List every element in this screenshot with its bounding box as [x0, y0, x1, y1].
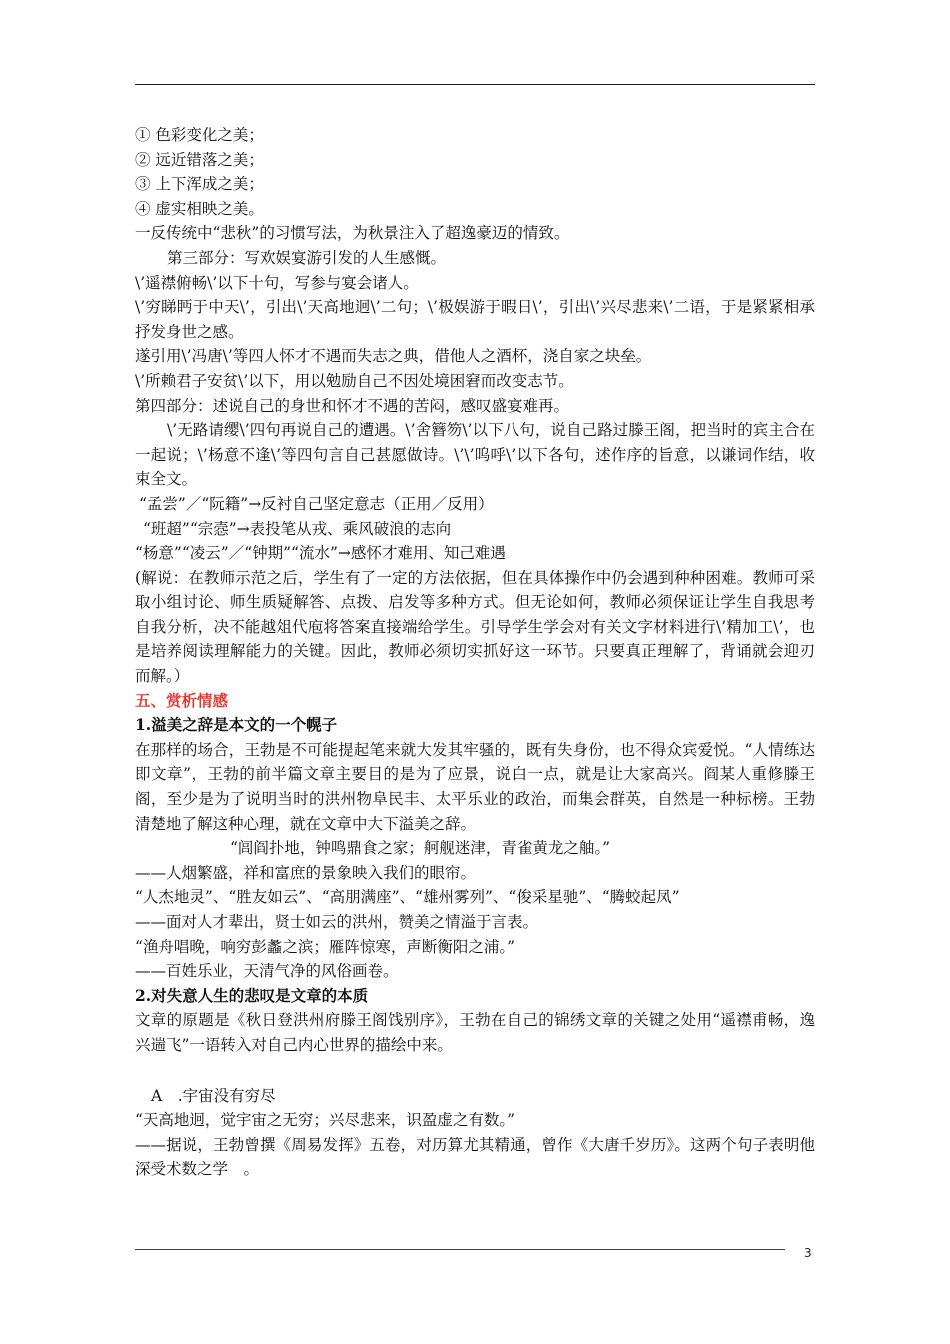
paragraph: \’所赖君子安贫\’以下，用以勉励自己不因处境困窘而改变志节。: [135, 371, 574, 390]
paragraph: 文章的原题是《秋日登洪州府滕王阁饯别序》，王勃在自己的锦绣文章的关键之处用“遥襟甫畅，逸兴遄飞”一语转入对自己内心世界的描绘中来。: [135, 1011, 815, 1054]
comment: ——百姓乐业，天清气净的风俗画卷。: [135, 962, 399, 981]
quote: “天高地迥，觉宇宙之无穷；兴尽悲来，识盈虚之有数。”: [135, 1111, 516, 1130]
footer-rule: [135, 1249, 785, 1250]
explanation-paragraph: (解说：在教师示范之后，学生有了一定的方法依据，但在具体操作中仍会遇到种种困难。教师可采取小组讨论、师生质疑解答、点拨、启发等多种方式。但无论如何，教师必须保证让学生自我思考自我分析，决不能越俎代庖将答案直接端给学生。引导学生学会对有关文字材料进行\’精加工\’，也是培养阅读理解能力的关键。因此，教师必须切实抓好这一环节。只要真正理解了，背诵就会迎刃而解。）: [135, 568, 815, 686]
page-number: 3: [804, 1246, 812, 1260]
quote: “人杰地灵”、“胜友如云”、“高朋满座”、“雄州雾列”、“俊采星驰”、“腾蛟起凤”: [135, 888, 680, 907]
part-heading: 第四部分：述说自己的身世和怀才不遇的苦闷，感叹盛宴难再。: [135, 396, 570, 415]
comment: ——面对人才辈出，贤士如云的洪州，赞美之情溢于言表。: [135, 913, 539, 931]
comment: ——人烟繁盛，祥和富庶的景象映入我们的眼帘。: [135, 863, 477, 882]
paragraph: 一反传统中“悲秋”的习惯写法，为秋景注入了超逸豪迈的情致。: [135, 224, 570, 243]
list-item: ① 色彩变化之美；: [135, 126, 264, 144]
paragraph: 遂引用\’冯唐\’等四人怀才不遇而失志之典，借他人之酒杯，浇自家之块垒。: [135, 347, 652, 366]
paragraph: 在那样的场合，王勃是不可能提起笔来就大发其牢骚的，既有失身份，也不得众宾爱悦。“人情练达即文章”，王勃的前半篇文章主要目的是为了应景，说白一点，就是让大家高兴。阎某人重修滕王阁，至少是为了说明当时的洪州物阜民丰、太平乐业的政治，而集会群英，自然是一种标榜。王勃清楚地了解这种心理，就在文章中大下溢美之辞。: [135, 740, 815, 833]
header-rule: [135, 84, 815, 85]
mapping-line: “杨意”“凌云”／“钟期”“流水”→感怀才难用、知己难遇: [135, 544, 506, 563]
subsection-heading: 1.溢美之辞是本文的一个幌子: [135, 715, 338, 735]
mapping-line: “班超”“宗悫”→表投笔从戎、乘风破浪的志向: [143, 519, 452, 538]
quote: “闾阎扑地，钟鸣鼎食之家；舸舰迷津，青雀黄龙之舳。”: [230, 839, 611, 858]
subsection-label: A .宇宙没有穷尽: [151, 1086, 276, 1105]
section-heading: 五、赏析情感: [135, 690, 229, 710]
quote: “渔舟唱晚，响穷彭蠡之滨；雁阵惊寒，声断衡阳之浦。”: [135, 937, 516, 956]
part-heading: 第三部分：写欢娱宴游引发的人生感慨。: [167, 248, 447, 267]
list-item: ④ 虚实相映之美。: [135, 199, 264, 218]
mapping-line: “孟尝”／“阮籍”→反衬自己坚定意志（正用／反用）: [139, 494, 494, 513]
spacer: [135, 1058, 815, 1084]
paragraph: \’穷睇眄于中天\’，引出\’天高地迥\’二句；\’极娱游于暇日\’，引出\’兴尽悲来\’二语，于是紧紧相承抒发身世之感。: [135, 298, 815, 341]
list-item: ③ 上下浑成之美；: [135, 175, 264, 194]
paragraph: \’无路请缨\’四句再说自己的遭遇。\’舍簪笏\’以下八句，说自己路过滕王阁，把当时的宾主合在一起说；\’杨意不逢\’等四句言自己甚愿做诗。\’\’呜呼\’以下各句，述作序的旨意，以谦词作结，收束全文。: [135, 421, 815, 489]
list-item: ② 远近错落之美；: [135, 150, 264, 169]
paragraph: \’遥襟俯畅\’以下十句，写参与宴会诸人。: [135, 273, 419, 292]
paragraph: ——据说，王勃曾撰《周易发挥》五卷，对历算尤其精通，曾作《大唐千岁历》。这两个句子表明他深受术数之学 。: [135, 1135, 815, 1179]
document-body: [135, 123, 815, 1182]
subsection-heading: 2.对失意人生的悲叹是文章的本质: [135, 985, 369, 1005]
